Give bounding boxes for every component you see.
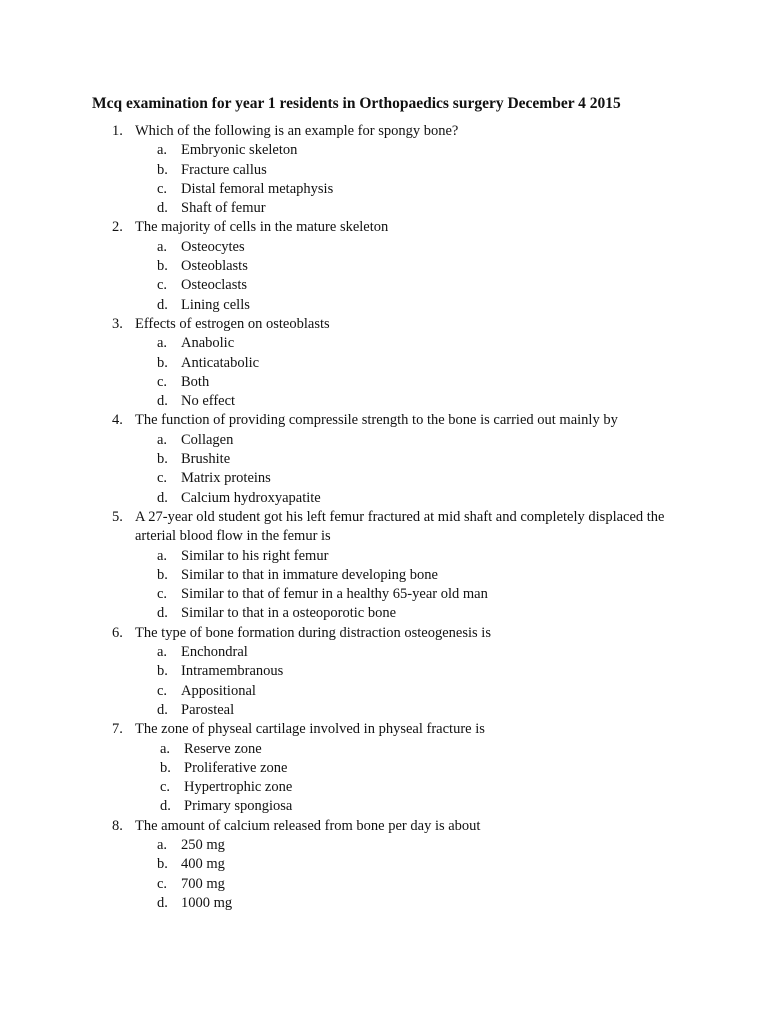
question-text: The function of providing compressile strength to the bone is carried out mainly by [135, 412, 618, 429]
option-b [0, 450, 768, 469]
option-text: Hypertrophic zone [184, 779, 293, 796]
question-number: 2. [112, 219, 123, 236]
option-b [0, 662, 768, 681]
option-text: 700 mg [181, 875, 225, 892]
option-letter: a. [157, 836, 168, 853]
question-7 [0, 720, 768, 816]
option-d [0, 296, 768, 315]
option-text: Embryonic skeleton [181, 142, 298, 159]
question-number: 7. [112, 721, 123, 738]
question-text: The amount of calcium released from bone per day is about [135, 817, 481, 834]
option-d [0, 489, 768, 508]
question-3 [0, 315, 768, 411]
question-number: 3. [112, 315, 123, 332]
option-b [0, 257, 768, 276]
option-b [0, 566, 768, 585]
option-letter: a. [157, 142, 168, 159]
question-number: 6. [112, 624, 123, 641]
option-d [0, 604, 768, 623]
question-number: 4. [112, 412, 123, 429]
question-8 [0, 817, 768, 913]
option-letter: c. [160, 779, 171, 796]
option-letter: a. [157, 547, 168, 564]
option-c [0, 469, 768, 488]
option-letter: b. [160, 759, 171, 776]
option-d [0, 894, 768, 913]
option-text: Anticatabolic [181, 354, 260, 371]
option-text: Similar to that in immature developing bone [181, 566, 438, 583]
option-letter: c. [157, 180, 168, 197]
option-text: Parosteal [181, 701, 235, 718]
option-letter: b. [157, 258, 168, 275]
question-text: The zone of physeal cartilage involved in physeal fracture is [135, 721, 485, 738]
option-text: Brushite [181, 451, 231, 468]
option-a [0, 334, 768, 353]
option-letter: c. [157, 682, 168, 699]
option-c [0, 682, 768, 701]
question-number: 8. [112, 817, 123, 834]
option-text: Osteocytes [181, 238, 245, 255]
question-6 [0, 624, 768, 720]
option-text: Intramembranous [181, 663, 284, 680]
option-letter: c. [157, 277, 168, 294]
option-c [0, 276, 768, 295]
option-text: Similar to his right femur [181, 547, 329, 564]
option-b [0, 759, 768, 778]
option-text: Reserve zone [184, 740, 262, 757]
option-letter: d. [157, 489, 168, 506]
option-b [0, 354, 768, 373]
option-letter: b. [157, 161, 168, 178]
option-text: Osteoclasts [181, 277, 248, 294]
option-text: Similar to that of femur in a healthy 65-year old man [181, 586, 488, 603]
question-1 [0, 122, 768, 218]
question-4 [0, 411, 768, 507]
option-text: No effect [181, 393, 236, 410]
option-text: Enchondral [181, 644, 248, 661]
option-letter: d. [157, 605, 168, 622]
option-letter: d. [157, 393, 168, 410]
option-c [0, 875, 768, 894]
option-d [0, 701, 768, 720]
option-text: Matrix proteins [181, 470, 271, 487]
option-text: Osteoblasts [181, 258, 248, 275]
option-letter: a. [157, 238, 168, 255]
question-text: A 27-year old student got his left femur fractured at mid shaft and completely displaced the arterial blood flow in the femur is [135, 508, 665, 545]
option-letter: a. [157, 431, 168, 448]
question-text: Effects of estrogen on osteoblasts [135, 315, 330, 332]
page-title: Mcq examination for year 1 residents in Orthopaedics surgery December 4 2015 [92, 95, 621, 112]
option-letter: b. [157, 566, 168, 583]
option-text: 1000 mg [181, 894, 233, 911]
option-letter: d. [157, 296, 168, 313]
option-letter: d. [160, 798, 171, 815]
option-text: Distal femoral metaphysis [181, 180, 334, 197]
option-d [0, 199, 768, 218]
option-c [0, 180, 768, 199]
option-text: Both [181, 373, 210, 390]
option-d [0, 797, 768, 816]
option-a [0, 740, 768, 759]
option-letter: b. [157, 663, 168, 680]
question-text: The majority of cells in the mature skeleton [135, 219, 389, 236]
option-d [0, 392, 768, 411]
question-text: The type of bone formation during distraction osteogenesis is [135, 624, 491, 641]
option-a [0, 431, 768, 450]
option-a [0, 141, 768, 160]
option-letter: d. [157, 701, 168, 718]
option-text: Shaft of femur [181, 200, 266, 217]
option-text: Anabolic [181, 335, 235, 352]
option-text: Lining cells [181, 296, 250, 313]
option-a [0, 238, 768, 257]
option-text: Collagen [181, 431, 234, 448]
option-text: 400 mg [181, 856, 225, 873]
option-letter: c. [157, 470, 168, 487]
option-letter: c. [157, 373, 168, 390]
option-text: Fracture callus [181, 161, 267, 178]
option-b [0, 855, 768, 874]
question-text: Which of the following is an example for spongy bone? [135, 123, 459, 139]
option-c [0, 585, 768, 604]
option-b [0, 161, 768, 180]
option-letter: d. [157, 200, 168, 217]
question-5 [0, 508, 768, 624]
option-a [0, 836, 768, 855]
option-text: Primary spongiosa [184, 798, 293, 815]
option-letter: b. [157, 354, 168, 371]
option-text: Similar to that in a osteoporotic bone [181, 605, 397, 622]
option-letter: b. [157, 451, 168, 468]
question-list [0, 122, 768, 913]
option-letter: d. [157, 894, 168, 911]
option-a [0, 643, 768, 662]
option-c [0, 373, 768, 392]
option-letter: c. [157, 586, 168, 603]
option-text: 250 mg [181, 836, 225, 853]
option-letter: a. [160, 740, 171, 757]
option-text: Appositional [181, 682, 256, 699]
option-text: Calcium hydroxyapatite [181, 489, 321, 506]
option-c [0, 778, 768, 797]
option-letter: a. [157, 335, 168, 352]
option-letter: b. [157, 856, 168, 873]
question-number: 5. [112, 508, 123, 525]
question-number: 1. [112, 123, 123, 139]
question-2 [0, 218, 768, 314]
option-a [0, 547, 768, 566]
option-letter: a. [157, 644, 168, 661]
option-letter: c. [157, 875, 168, 892]
option-text: Proliferative zone [184, 759, 288, 776]
